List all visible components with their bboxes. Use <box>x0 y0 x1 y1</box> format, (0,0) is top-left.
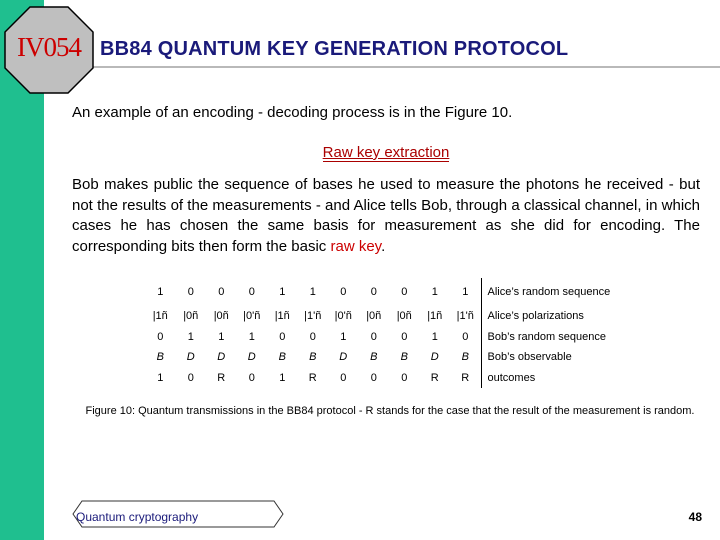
table-cell: 1 <box>462 286 469 298</box>
table-cell: R <box>430 372 439 385</box>
table-cell: |0'ñ <box>243 310 261 323</box>
footer-text: Quantum cryptography <box>76 510 199 524</box>
table-cell: |1ñ <box>427 310 443 323</box>
raw-key-highlight: raw key <box>330 237 382 255</box>
page-number: 48 <box>688 510 702 524</box>
table-cell: 0 <box>401 372 408 385</box>
table-cell: B <box>156 351 164 364</box>
table-cell: 0 <box>370 286 377 298</box>
table-cell: B <box>309 351 317 364</box>
section-heading-text: Raw key extraction <box>322 144 450 161</box>
table-cell: R <box>308 372 317 385</box>
table-cell: 0 <box>340 372 347 385</box>
table-cell: 1 <box>157 372 164 385</box>
table-cell: 0 <box>187 286 194 298</box>
table-cell: 0 <box>187 372 194 385</box>
table-cell: |1'ñ <box>304 310 322 323</box>
row-label: Alice’s polarizations <box>481 306 638 327</box>
table-cell: D <box>217 351 226 364</box>
body-paragraph <box>72 175 700 257</box>
table-cell: 1 <box>309 286 316 298</box>
table-cell: 0 <box>370 330 377 343</box>
row-label: Alice’s random sequence <box>481 278 638 306</box>
table-cell: 0 <box>340 286 347 298</box>
table-cell: D <box>339 351 348 364</box>
table-cell: 1 <box>279 286 286 298</box>
table-cell: B <box>278 351 286 364</box>
table-cell: D <box>247 351 256 364</box>
table-cell: R <box>461 372 470 385</box>
table-cell: 1 <box>187 330 194 343</box>
title-underline <box>44 66 720 68</box>
table-row <box>145 278 638 306</box>
row-label: Bob’s random sequence <box>481 327 638 348</box>
course-code: IV054 <box>17 32 81 62</box>
table-cell: B <box>370 351 378 364</box>
table-cell: |0ñ <box>366 310 382 323</box>
table-cell: 1 <box>431 330 438 343</box>
table-row <box>145 368 638 389</box>
table-cell: 1 <box>431 286 438 298</box>
table-cell: D <box>430 351 439 364</box>
table-cell: |1ñ <box>274 310 290 323</box>
table-cell: 0 <box>309 330 316 343</box>
table-cell: 1 <box>248 330 255 343</box>
table-cell: 0 <box>279 330 286 343</box>
table-cell: 0 <box>462 330 469 343</box>
table-cell: 0 <box>218 286 225 298</box>
table-cell: 1 <box>218 330 225 343</box>
bb84-table <box>145 278 638 388</box>
table-cell: 0 <box>401 330 408 343</box>
table-cell: |0ñ <box>183 310 199 323</box>
paragraph-text: Bob makes public the sequence of bases he used to measure the photons he received - but not the results of the measurements - and Alice tells Bob, through a classical channel, in which cases he has chosen the same basis for measurement as she did for encoding. The corresponding bits then form the basic <box>72 176 700 255</box>
table-cell: |0ñ <box>396 310 412 323</box>
table-cell: |0ñ <box>213 310 229 323</box>
table-cell: R <box>217 372 226 385</box>
figure-caption: Figure 10: Quantum transmissions in the BB84 protocol - R stands for the case that the result of the measurement is random. <box>85 405 695 417</box>
intro-text: An example of an encoding - decoding process is in the Figure 10. <box>72 104 513 121</box>
row-label: Bob’s observable <box>481 347 638 368</box>
section-heading <box>0 144 720 161</box>
table-cell: 0 <box>248 372 255 385</box>
table-cell: |1ñ <box>152 310 168 323</box>
table-cell: 1 <box>340 330 347 343</box>
table-cell: 0 <box>157 330 164 343</box>
row-label: outcomes <box>481 368 638 389</box>
table-cell: 0 <box>248 286 255 298</box>
table-cell: 0 <box>370 372 377 385</box>
table-cell: |0'ñ <box>334 310 352 323</box>
table-cell: D <box>186 351 195 364</box>
table-cell: 0 <box>401 286 408 298</box>
slide-title: BB84 QUANTUM KEY GENERATION PROTOCOL <box>100 38 569 60</box>
table-row <box>145 306 638 327</box>
table-cell: |1'ñ <box>456 310 474 323</box>
table-cell: B <box>461 351 469 364</box>
table-row <box>145 327 638 348</box>
table-row <box>145 347 638 368</box>
paragraph-end: . <box>381 237 386 255</box>
table-cell: 1 <box>157 286 164 298</box>
table-cell: 1 <box>279 372 286 385</box>
table-cell: B <box>400 351 408 364</box>
